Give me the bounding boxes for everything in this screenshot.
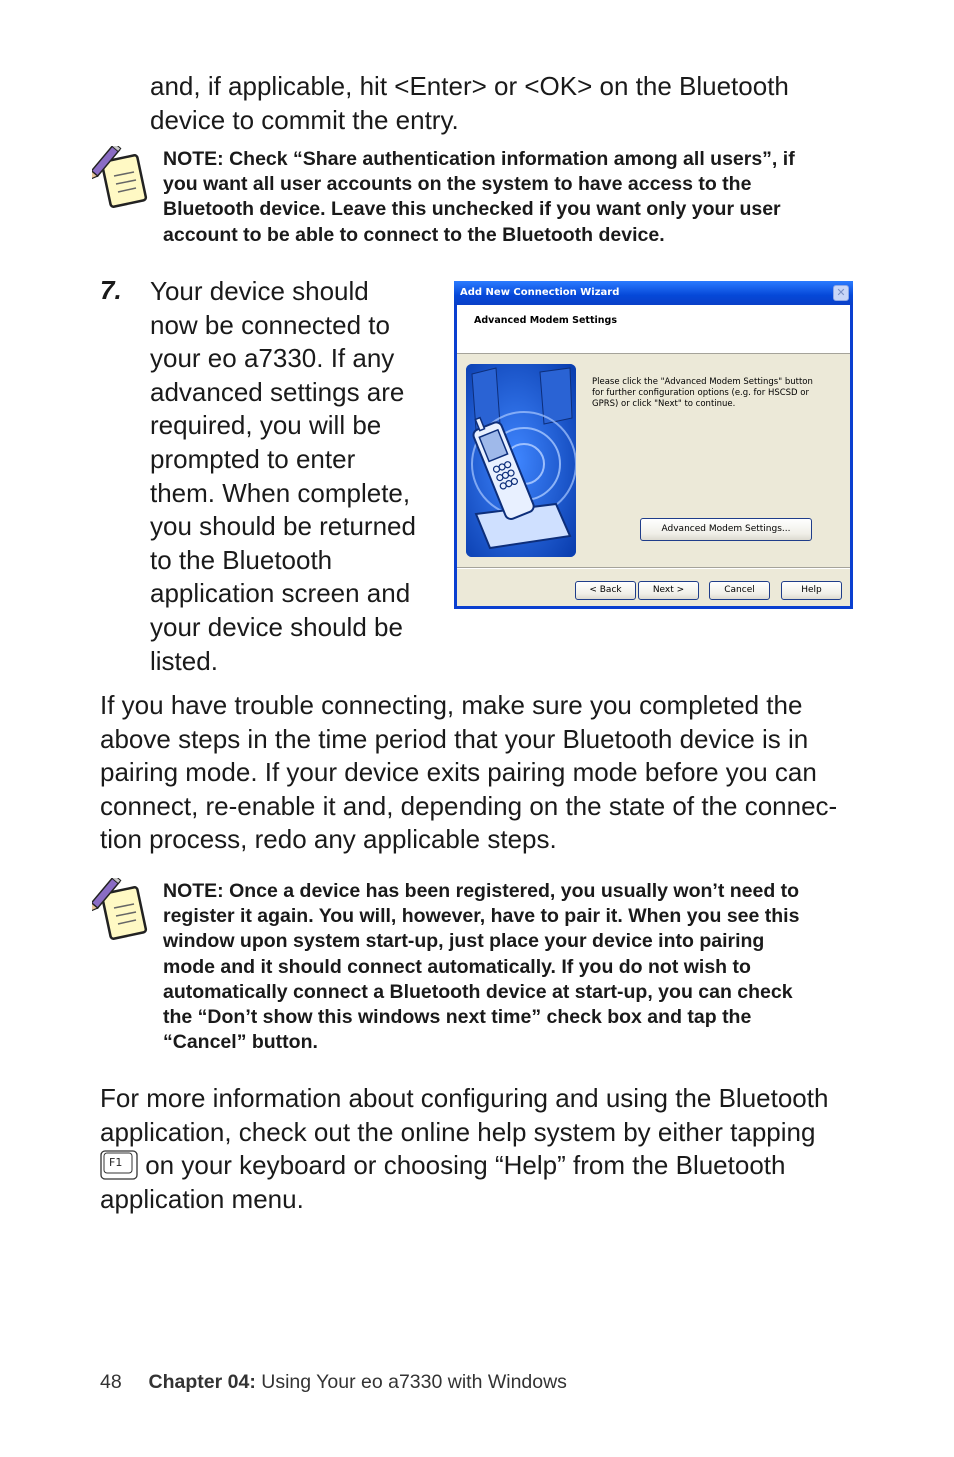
step-line: prompted to enter [150, 443, 356, 474]
note-line: automatically connect a Bluetooth device at start-up, you can check [163, 980, 793, 1003]
advanced-modem-settings-button[interactable]: Advanced Modem Settings... [640, 518, 812, 541]
note-line: window upon system start-up, just place your device into pairing [163, 930, 765, 953]
step-line: Your device should [150, 276, 369, 306]
step-line: required, you will be [150, 410, 382, 441]
trouble-line: connect, re-enable it and, depending on the state of the connec- [100, 790, 838, 821]
add-new-connection-wizard-dialog [454, 281, 853, 609]
dialog-title-bar [454, 281, 853, 305]
note-line: NOTE: Once a device has been registered, you usually won’t need to [163, 880, 800, 902]
dialog-message-line: Please click the "Advanced Modem Settings" button [592, 377, 813, 387]
step-7-text [150, 275, 435, 678]
dialog-message-line: for further configuration options (e.g. for HSCSD or [592, 388, 809, 398]
more-info-line [100, 1149, 900, 1183]
close-icon[interactable]: ✕ [833, 285, 849, 301]
trouble-line: above steps in the time period that your Bluetooth device is in [100, 723, 809, 754]
note-line: Bluetooth device. Leave this unchecked if you want only your user [163, 198, 781, 221]
step-line: you should be returned [150, 511, 416, 542]
trouble-line: tion process, redo any applicable steps. [100, 824, 557, 855]
intro-line: device to commit the entry. [150, 104, 459, 135]
step-line: them. When complete, [150, 477, 411, 508]
f1-key-label: F1 [109, 1156, 123, 1170]
chapter-label: Chapter 04: [148, 1371, 256, 1393]
intro-paragraph [150, 70, 870, 137]
notepad-pencil-icon [92, 878, 152, 944]
step-line: now be connected to [150, 309, 390, 340]
more-info-line: application menu. [100, 1183, 304, 1214]
step-line: your eo a7330. If any [150, 343, 395, 374]
note-1 [163, 147, 843, 248]
note-line: NOTE: Check “Share authentication information among all users”, if [163, 148, 795, 170]
step-line: to the Bluetooth [150, 544, 333, 575]
dialog-body [457, 305, 850, 606]
dialog-header-title: Advanced Modem Settings [474, 315, 617, 326]
page-number: 48 [100, 1371, 122, 1393]
more-info-line: application, check out the online help system by either tapping [100, 1116, 816, 1147]
note-2 [163, 879, 883, 1055]
note-line: the “Don’t show this windows next time” check box and tap the [163, 1006, 752, 1029]
back-button[interactable]: < Back [575, 581, 636, 600]
step-line: your device should be [150, 611, 403, 642]
cancel-button[interactable]: Cancel [709, 581, 770, 600]
note-line: register it again. You will, however, have to pair it. When you see this [163, 905, 800, 928]
dialog-message [592, 377, 822, 410]
dialog-separator [457, 567, 850, 569]
dialog-title: Add New Connection Wizard [460, 287, 620, 298]
note-line: “Cancel” button. [163, 1031, 318, 1054]
bluetooth-phone-icon [466, 364, 576, 557]
trouble-paragraph [100, 689, 890, 857]
chapter-title: Using Your eo a7330 with Windows [261, 1371, 567, 1393]
more-info-paragraph [100, 1082, 900, 1216]
next-button[interactable]: Next > [638, 581, 699, 600]
step-line: advanced settings are [150, 376, 405, 407]
trouble-line: pairing mode. If your device exits pairing mode before you can [100, 757, 817, 788]
page-footer [100, 1371, 567, 1394]
note-line: you want all user accounts on the system to have access to the [163, 173, 752, 196]
trouble-line: If you have trouble connecting, make sure you completed the [100, 690, 803, 720]
step-number: 7. [100, 275, 122, 305]
note-line: mode and it should connect automatically. If you do not wish to [163, 955, 751, 978]
more-info-inline-text: on your keyboard or choosing “Help” from the Bluetooth [138, 1150, 786, 1181]
more-info-line: For more information about configuring and using the Bluetooth [100, 1083, 829, 1113]
notepad-pencil-icon [92, 146, 152, 212]
f1-key-icon [100, 1150, 138, 1180]
dialog-header [457, 305, 850, 354]
step-line: listed. [150, 645, 218, 676]
help-button[interactable]: Help [781, 581, 842, 600]
dialog-message-line: GPRS) or click "Next" to continue. [592, 399, 736, 409]
step-line: application screen and [150, 578, 411, 609]
intro-line: and, if applicable, hit <Enter> or <OK> on the Bluetooth [150, 71, 789, 101]
note-line: account to be able to connect to the Bluetooth device. [163, 223, 665, 246]
